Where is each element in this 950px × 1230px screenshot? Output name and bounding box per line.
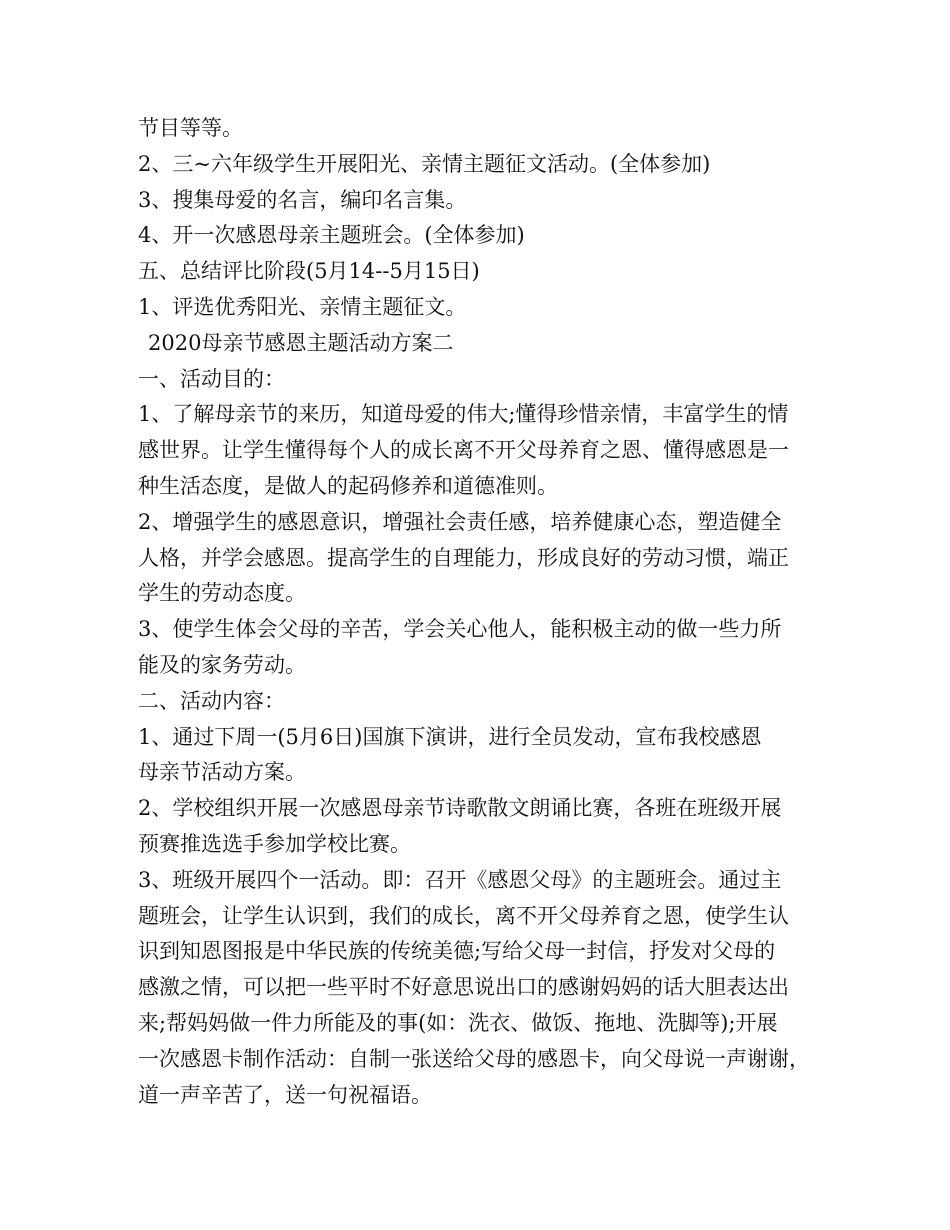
text-line: 母亲节活动方案。 xyxy=(138,760,306,785)
text-line: 3、班级开展四个一活动。即：召开《感恩父母》的主题班会。通过主 xyxy=(138,867,782,892)
text-line: 节目等等。 xyxy=(138,116,243,140)
text-line: 4、开一次感恩母亲主题班会。(全体参加) xyxy=(138,223,525,248)
text-line: 3、使学生体会父母的辛苦，学会关心他人，能积极主动的做一些力所 xyxy=(138,617,782,642)
text-line: 能及的家务劳动。 xyxy=(138,652,306,677)
text-line: 1、通过下周一(5月6日)国旗下演讲，进行全员发动，宣布我校感恩 xyxy=(138,724,762,749)
text-line: 感世界。让学生懂得每个人的成长离不开父母养育之恩、懂得感恩是一 xyxy=(138,438,789,463)
text-line: 识到知恩图报是中华民族的传统美德;写给父母一封信，抒发对父母的 xyxy=(138,939,776,964)
text-line: 题班会，让学生认识到，我们的成长，离不开父母养育之恩，使学生认 xyxy=(138,903,789,928)
text-line: 2、学校组织开展一次感恩母亲节诗歌散文朗诵比赛，各班在班级开展 xyxy=(138,796,782,821)
text-line: 来;帮妈妈做一件力所能及的事(如：洗衣、做饭、拖地、洗脚等);开展 xyxy=(138,1010,778,1035)
text-line: 3、搜集母爱的名言，编印名言集。 xyxy=(138,187,467,212)
document-body xyxy=(138,111,818,1113)
text-line: 1、了解母亲节的来历，知道母爱的伟大;懂得珍惜亲情，丰富学生的情 xyxy=(138,402,789,427)
section-heading: 二、活动内容： xyxy=(138,688,285,713)
text-line: 种生活态度，是做人的起码修养和道德准则。 xyxy=(138,473,558,498)
section-heading: 一、活动目的： xyxy=(138,366,285,391)
section-heading: 五、总结评比阶段(5月14--5月15日) xyxy=(138,259,480,284)
text-line: 预赛推选选手参加学校比赛。 xyxy=(138,831,411,856)
text-line: 感激之情，可以把一些平时不好意思说出口的感谢妈妈的话大胆表达出 xyxy=(138,975,789,1000)
document-title: 2020母亲节感恩主题活动方案二 xyxy=(148,330,454,355)
text-line: 人格，并学会感恩。提高学生的自理能力，形成良好的劳动习惯，端正 xyxy=(138,545,789,570)
text-line: 一次感恩卡制作活动：自制一张送给父母的感恩卡，向父母说一声谢谢， xyxy=(138,1046,810,1071)
text-line: 2、增强学生的感恩意识，增强社会责任感，培养健康心态，塑造健全 xyxy=(138,509,782,534)
text-line: 学生的劳动态度。 xyxy=(138,581,306,606)
text-line: 道一声辛苦了，送一句祝福语。 xyxy=(138,1082,432,1107)
text-line: 1、评选优秀阳光、亲情主题征文。 xyxy=(138,294,467,319)
text-line: 2、三~六年级学生开展阳光、亲情主题征文活动。(全体参加) xyxy=(138,151,711,176)
